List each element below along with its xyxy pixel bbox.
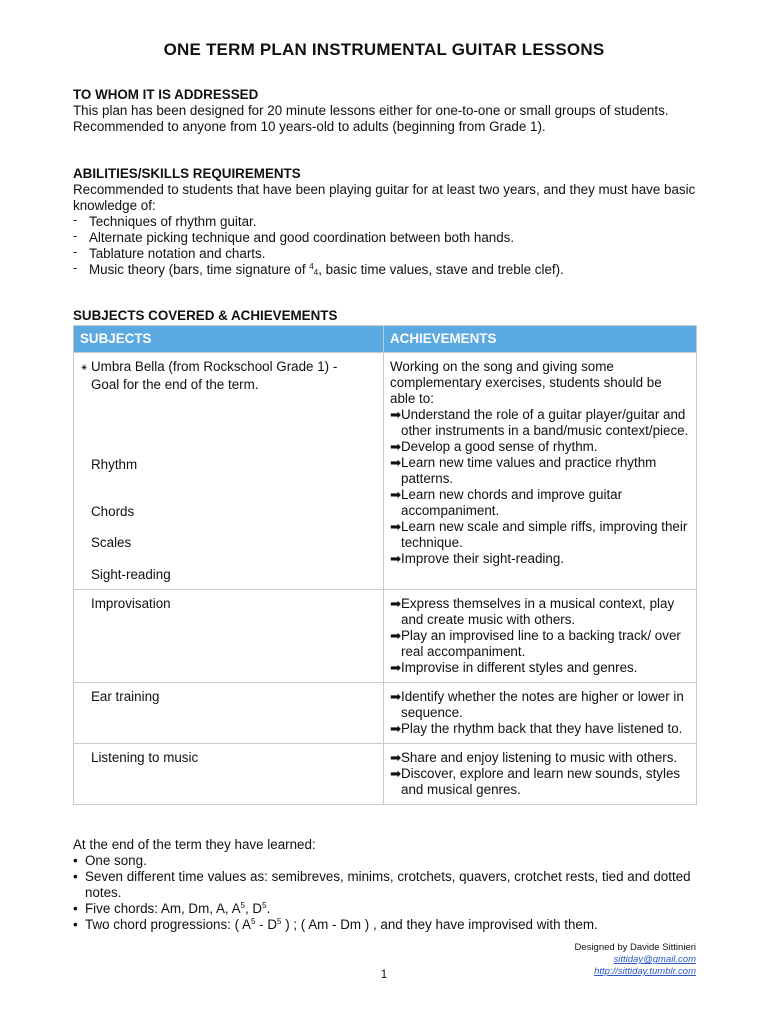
designer-credit: Designed by Davide Sittinieri xyxy=(574,942,696,953)
page-title: ONE TERM PLAN INSTRUMENTAL GUITAR LESSONS xyxy=(163,40,605,59)
achievement-item: ➡ Express themselves in a musical context, play and create music with others. xyxy=(390,596,675,627)
achievement-item: ➡ Improvise in different styles and genres. xyxy=(390,660,638,675)
subject-rhythm: Rhythm xyxy=(91,457,138,472)
list-item: - Tablature notation and charts. xyxy=(73,244,266,261)
website-link[interactable]: http://sittiday.tumblr.com xyxy=(594,966,696,977)
achievement-item: ➡ Learn new chords and improve guitar accompaniment. xyxy=(390,487,623,518)
requirements-section xyxy=(73,166,698,278)
subject-chords: Chords xyxy=(91,504,135,519)
achievement-item: ➡ Learn new scale and simple riffs, improving their technique. xyxy=(390,519,688,550)
arrow-icon: ➡ xyxy=(390,455,402,470)
arrow-icon: ➡ xyxy=(390,596,402,611)
subjects-table xyxy=(73,325,697,805)
table-row xyxy=(74,683,697,744)
addressed-section xyxy=(73,87,698,135)
achievement-item: ➡ Understand the role of a guitar player/guitar and other instruments in a band/music context/piece. xyxy=(390,407,689,438)
achievement-item: ➡ Play an improvised line to a backing track/ over real accompaniment. xyxy=(390,628,681,659)
table-header-row xyxy=(74,326,697,353)
arrow-icon: ➡ xyxy=(390,628,402,643)
achievement-cell xyxy=(384,683,697,744)
column-header-achievements: ACHIEVEMENTS xyxy=(384,326,697,353)
subject-cell xyxy=(74,683,384,744)
list-item: - Alternate picking technique and good coordination between both hands. xyxy=(73,228,515,245)
requirements-list xyxy=(73,214,698,278)
achievement-cell xyxy=(384,353,697,590)
list-item: • Two chord progressions: ( $A^5 - D^5$ ) ; ( Am - Dm ) , and they have improvised with them. xyxy=(73,917,598,932)
column-header-subjects: SUBJECTS xyxy=(74,326,384,353)
arrow-icon: ➡ xyxy=(390,660,402,675)
list-item: - Techniques of rhythm guitar. xyxy=(73,212,257,229)
subject-song: ✴ Umbra Bella (from Rockschool Grade 1) - Goal for the end of the term. xyxy=(80,359,338,392)
list-item: - Music theory (bars, time signature of $^4_4$, basic time values, stave and treble clef). xyxy=(73,260,564,277)
arrow-icon: ➡ xyxy=(390,551,402,566)
subjects-heading: SUBJECTS COVERED & ACHIEVEMENTS xyxy=(73,308,338,323)
learned-intro: At the end of the term they have learned: xyxy=(73,837,316,852)
achievement-item: ➡ Share and enjoy listening to music with others. xyxy=(390,750,678,765)
song-intro: Working on the song and giving some complementary exercises, students should be able to: xyxy=(390,359,662,406)
achievement-item: ➡ Improve their sight-reading. xyxy=(390,551,564,566)
learned-section xyxy=(73,837,698,933)
arrow-icon: ➡ xyxy=(390,487,402,502)
addressed-text: This plan has been designed for 20 minute lessons either for one-to-one or small groups of students. Recommended to anyone from 10 years-old to adults (beginning from Grade 1). xyxy=(73,103,669,134)
table-row xyxy=(74,353,697,590)
arrow-icon: ➡ xyxy=(390,407,402,422)
subject-sight-reading: Sight-reading xyxy=(91,567,171,582)
list-item: • Seven different time values as: semibreves, minims, crotchets, quavers, crotchet rests, tied and dotted notes. xyxy=(73,869,691,900)
achievement-cell xyxy=(384,590,697,683)
arrow-icon: ➡ xyxy=(390,766,402,781)
arrow-icon: ➡ xyxy=(390,439,402,454)
achievement-item: ➡ Learn new time values and practice rhythm patterns. xyxy=(390,455,657,486)
achievement-item: ➡ Develop a good sense of rhythm. xyxy=(390,439,598,454)
addressed-heading: TO WHOM IT IS ADDRESSED xyxy=(73,87,259,102)
table-row xyxy=(74,744,697,805)
achievement-item: ➡ Identify whether the notes are higher or lower in sequence. xyxy=(390,689,684,720)
list-item: • One song. xyxy=(73,853,147,868)
list-item: • Five chords: Am, Dm, A, $A^5$, $D^5$. xyxy=(73,901,271,916)
subject-ear-training: Ear training xyxy=(91,689,160,704)
requirements-intro: Recommended to students that have been playing guitar for at least two years, and they must have basic knowledge of: xyxy=(73,182,696,213)
email-link[interactable]: sittiday@gmail.com xyxy=(613,954,696,965)
requirements-heading: ABILITIES/SKILLS REQUIREMENTS xyxy=(73,166,301,181)
page-number: 1 xyxy=(380,967,388,981)
subject-cell xyxy=(74,744,384,805)
arrow-icon: ➡ xyxy=(390,750,402,765)
subject-listening: Listening to music xyxy=(91,750,199,765)
subject-scales: Scales xyxy=(91,535,132,550)
achievement-cell xyxy=(384,744,697,805)
table-row xyxy=(74,590,697,683)
achievement-item: ➡ Discover, explore and learn new sounds, styles and musical genres. xyxy=(390,766,681,797)
achievement-item: ➡ Play the rhythm back that they have listened to. xyxy=(390,721,683,736)
subject-cell xyxy=(74,590,384,683)
learned-list xyxy=(73,853,698,933)
subject-improvisation: Improvisation xyxy=(91,596,171,611)
subject-cell xyxy=(74,353,384,590)
arrow-icon: ➡ xyxy=(390,721,402,736)
star-icon: ✴ xyxy=(80,363,89,374)
arrow-icon: ➡ xyxy=(390,519,402,534)
arrow-icon: ➡ xyxy=(390,689,402,704)
